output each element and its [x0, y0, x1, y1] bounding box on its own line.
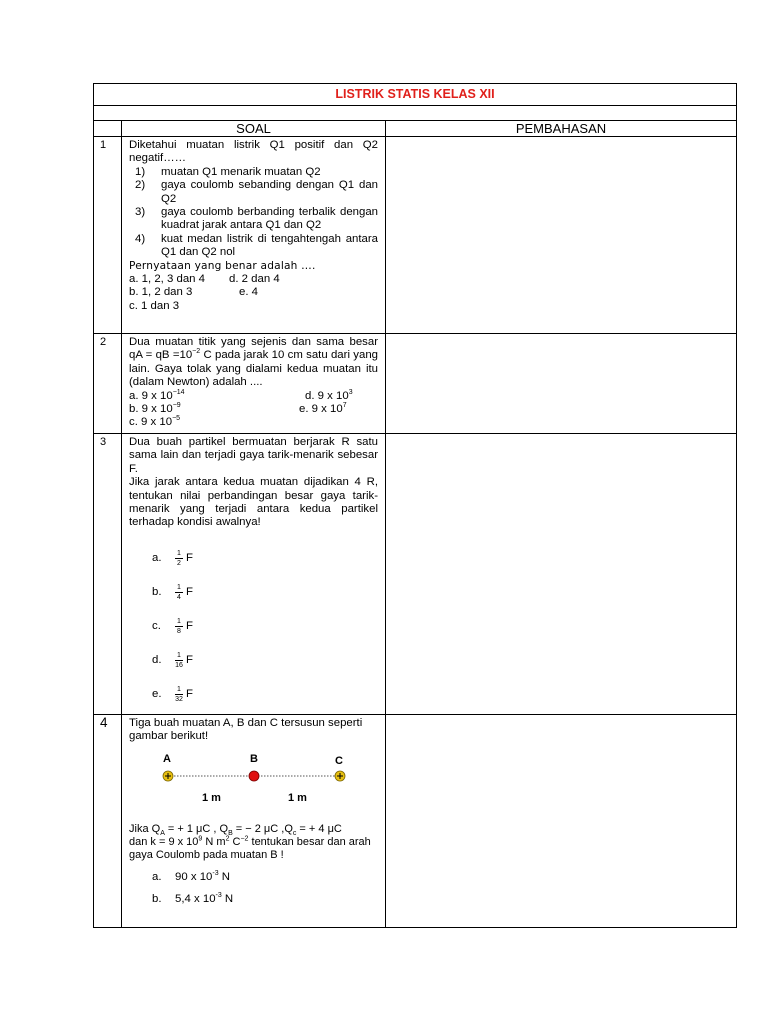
question-row-3 [94, 434, 737, 715]
answer-option: a. 90 x $10^{-3}$ N [152, 869, 231, 883]
statement-item: 4) kuat medan listrik di tengahtengah antara Q1 dan Q2 nol [135, 232, 378, 259]
question-3-text [122, 434, 386, 715]
question-2-text [122, 334, 386, 434]
sheet-title: LISTRIK STATIS KELAS XII [94, 84, 737, 106]
answer-options-row: b. 9 x $10^{-9}$ e. 9 x $10^7$ [129, 402, 347, 416]
header-pembahasan: PEMBAHASAN [386, 121, 737, 137]
charge-a-icon [163, 771, 173, 781]
answer-option: d. $\frac{1}{16}$ F [152, 652, 193, 670]
answer-option: b. 5,4 x $10^{-3}$ N [152, 892, 234, 906]
soal-table [93, 83, 737, 928]
answer-options-row: b. 1, 2 dan 3 e. 4 [129, 286, 258, 299]
answer-cell-2 [386, 334, 737, 434]
question-4-text [122, 714, 386, 927]
question-2-statement: Dua muatan titik yang sejenis dan sama besar qA = qB $=10^{-2}$ C pada jarak 10 cm satu dari yang lain. Gaya tolak yang dialami kedua muatan itu (dalam Newton) adalah .... [129, 336, 378, 389]
question-1-prompt: Pernyataan yang benar adalah …. [129, 259, 316, 272]
question-1-intro: Diketahui muatan listrik Q1 positif dan Q2 negatif…… [129, 139, 378, 165]
answer-option: e. $\frac{1}{32}$ F [152, 686, 193, 704]
header-number-cell [94, 121, 122, 137]
question-row-4 [94, 714, 737, 927]
question-number: 4 [94, 714, 122, 927]
answer-option: c. $\frac{1}{8}$ F [152, 618, 193, 636]
answer-options-row: c. 9 x $10^{-5}$ [129, 415, 181, 429]
blank-row [94, 106, 737, 121]
label-b: B [250, 752, 258, 765]
label-c: C [335, 754, 343, 767]
answer-cell-4 [386, 714, 737, 927]
question-number: 3 [94, 434, 122, 715]
answer-options-row: a. 1, 2, 3 dan 4 d. 2 dan 4 [129, 273, 280, 286]
charge-c-icon [335, 771, 345, 781]
distance-ab: 1 m [202, 791, 221, 804]
charge-b-icon [249, 771, 259, 781]
distance-bc: 1 m [288, 791, 307, 804]
statement-item: 2) gaya coulomb sebanding dengan Q1 dan Q2 [135, 179, 378, 205]
charge-diagram-svg [129, 748, 379, 823]
answer-options-row: a. 9 x $10^{-14}$ d. 9 x $10^3$ [129, 388, 353, 402]
question-number: 2 [94, 334, 122, 434]
statement-item: 3) gaya coulomb berbanding terbalik dengan kuadrat jarak antara Q1 dan Q2 [135, 206, 378, 232]
question-row-1 [94, 137, 737, 334]
statement-item: 1) muatan Q1 menarik muatan Q2 [135, 165, 321, 178]
label-a: A [163, 752, 171, 765]
question-row-2 [94, 334, 737, 434]
question-4-prompt: dan k = 9 x $10^9$ N $m^2$ $C^{-2}$ tentukan besar dan arah gaya Coulomb pada muatan B ! [129, 835, 371, 861]
question-4-conditions: Jika $Q_A$ = + 1 μC , $Q_B$ = − 2 μC $,Q_c$ = + 4 μC [129, 822, 342, 837]
answer-cell-3 [386, 434, 737, 715]
answer-options-row: c. 1 dan 3 [129, 299, 180, 312]
question-4-intro: Tiga buah muatan A, B dan C tersusun seperti gambar berikut! [129, 716, 363, 743]
question-3-paragraph: Jika jarak antara kedua muatan dijadikan 4 R, tentukan nilai perbandingan besar gaya tarik-menarik yang terjadi antara kedua partikel terhadap kondisi awalnya! [129, 476, 378, 529]
answer-option: a. $\frac{1}{2}$ F [152, 550, 193, 568]
answer-option: b. $\frac{1}{4}$ F [152, 584, 193, 602]
question-1-text [122, 137, 386, 334]
question-3-paragraph: Dua buah partikel bermuatan berjarak R satu sama lain dan terjadi gaya tarik-menarik sebesar F. [129, 436, 378, 475]
question-number: 1 [94, 137, 122, 334]
header-soal: SOAL [122, 121, 386, 137]
statement-list [129, 166, 378, 260]
charge-diagram [129, 748, 378, 823]
answer-cell-1 [386, 137, 737, 334]
